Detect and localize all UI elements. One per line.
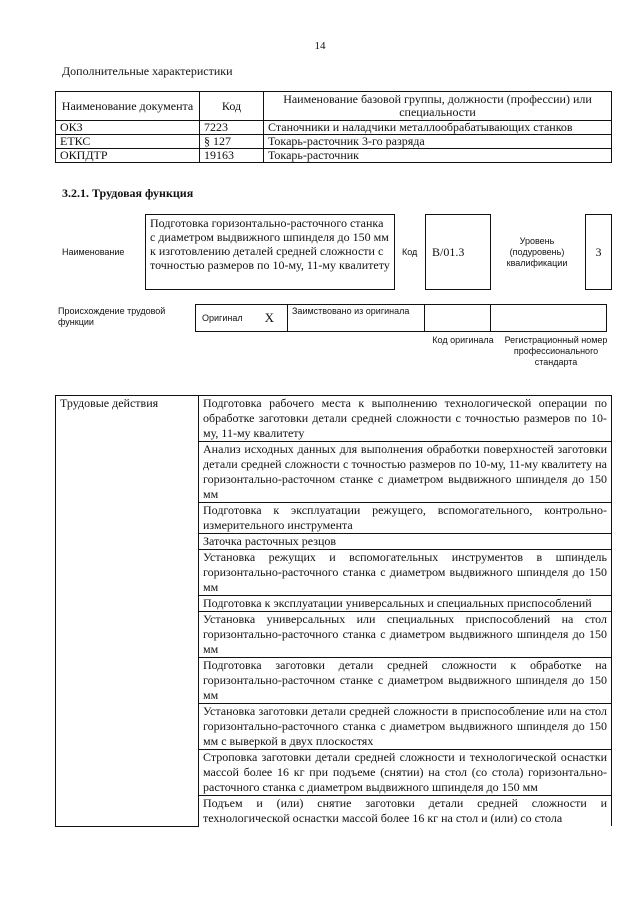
registration-number-label: Регистрационный номер профессионального стандарта	[504, 335, 608, 367]
name-label: Наименование	[62, 247, 125, 257]
row-group: Токарь-расточник 3-го разряда	[264, 135, 612, 149]
additional-characteristics-title: Дополнительные характеристики	[62, 64, 233, 78]
labor-action: Подготовка рабочего места к выполнению технологической операции по обработке заготовки детали средней сложности с точностью размеров по 10-му, 11-му квалитету	[199, 396, 612, 442]
original-label: Оригинал	[202, 312, 243, 323]
row-code: § 127	[200, 135, 264, 149]
header-group-name: Наименование базовой группы, должности (профессии) или специальности	[264, 92, 612, 121]
row-group: Токарь-расточник	[264, 149, 612, 163]
row-document: ОКПДТР	[56, 149, 200, 163]
original-cell	[195, 304, 287, 332]
labor-action: Подъем и (или) снятие заготовки детали средней сложности и технологической оснастки массой более 16 кг на стол и (или) со стола	[199, 796, 612, 827]
original-code-cell	[424, 304, 490, 332]
labor-actions-table	[55, 395, 612, 827]
code-text: B/01.3	[432, 244, 465, 259]
qualification-level-value: 3	[585, 214, 612, 290]
table-header-row	[56, 92, 612, 121]
origin-row	[195, 304, 607, 332]
labor-actions-header: Трудовые действия	[56, 396, 199, 827]
labor-action: Подготовка заготовки детали средней сложности к обработке на горизонтально-расточном станке с диаметром выдвижного шпинделя до 150 мм	[199, 658, 612, 704]
row-document: ЕТКС	[56, 135, 200, 149]
table-row	[56, 135, 612, 149]
row-code: 19163	[200, 149, 264, 163]
function-code-value	[425, 214, 491, 290]
code-label: Код	[402, 247, 418, 257]
table-row	[56, 121, 612, 135]
row-document: ОКЗ	[56, 121, 200, 135]
labor-action: Заточка расточных резцов	[199, 534, 612, 550]
header-document-name: Наименование документа	[56, 92, 200, 121]
section-title: 3.2.1. Трудовая функция	[62, 186, 194, 200]
additional-characteristics-table	[55, 91, 612, 163]
table-row	[56, 396, 612, 442]
page-number: 14	[314, 40, 326, 52]
origin-label: Происхождение трудовой функции	[58, 306, 166, 327]
labor-action: Установка универсальных или специальных приспособлений на стол горизонтально-расточного станка с диаметром выдвижного шпинделя до 150 мм	[199, 612, 612, 658]
row-group: Станочники и наладчики металлообрабатывающих станков	[264, 121, 612, 135]
labor-action: Подготовка к эксплуатации режущего, вспомогательного, контрольно-измерительного инструмента	[199, 503, 612, 534]
labor-action: Установка заготовки детали средней сложности в приспособление или на стол горизонтально-расточного станка с диаметром выдвижного шпинделя до 150 мм с выверкой в двух плоскостях	[199, 704, 612, 750]
registration-number-cell	[490, 304, 607, 332]
row-code: 7223	[200, 121, 264, 135]
labor-action: Строповка заготовки детали средней сложности и технологической оснастки массой более 16 кг при подъеме (снятии) на стол (со стола) горизонтально-расточного станка с диаметром выдвижного шпинделя до 150 мм	[199, 750, 612, 796]
function-name-value: Подготовка горизонтально-расточного станка с диаметром выдвижного шпинделя до 150 мм к изготовлению деталей средней сложности с точностью размеров по 10-му, 11-му квалитету	[145, 214, 395, 290]
labor-action: Установка режущих и вспомогательных инструментов в шпиндель горизонтально-расточного станка с диаметром выдвижного шпинделя до 150 мм	[199, 550, 612, 596]
qualification-level-label: Уровень (подуровень) квалификации	[506, 236, 568, 268]
original-mark: X	[264, 310, 274, 325]
borrowed-cell: Заимствовано из оригинала	[287, 304, 424, 332]
table-row	[56, 149, 612, 163]
header-code: Код	[200, 92, 264, 121]
labor-action: Анализ исходных данных для выполнения обработки поверхностей заготовки детали средней сложности с точностью размеров по 10-му, 11-му квалитету на горизонтально-расточном станке с диаметром выдвижного шпинделя до 150 мм	[199, 442, 612, 503]
original-code-label: Код оригинала	[432, 335, 494, 345]
labor-action: Подготовка к эксплуатации универсальных и специальных приспособлений	[199, 596, 612, 612]
